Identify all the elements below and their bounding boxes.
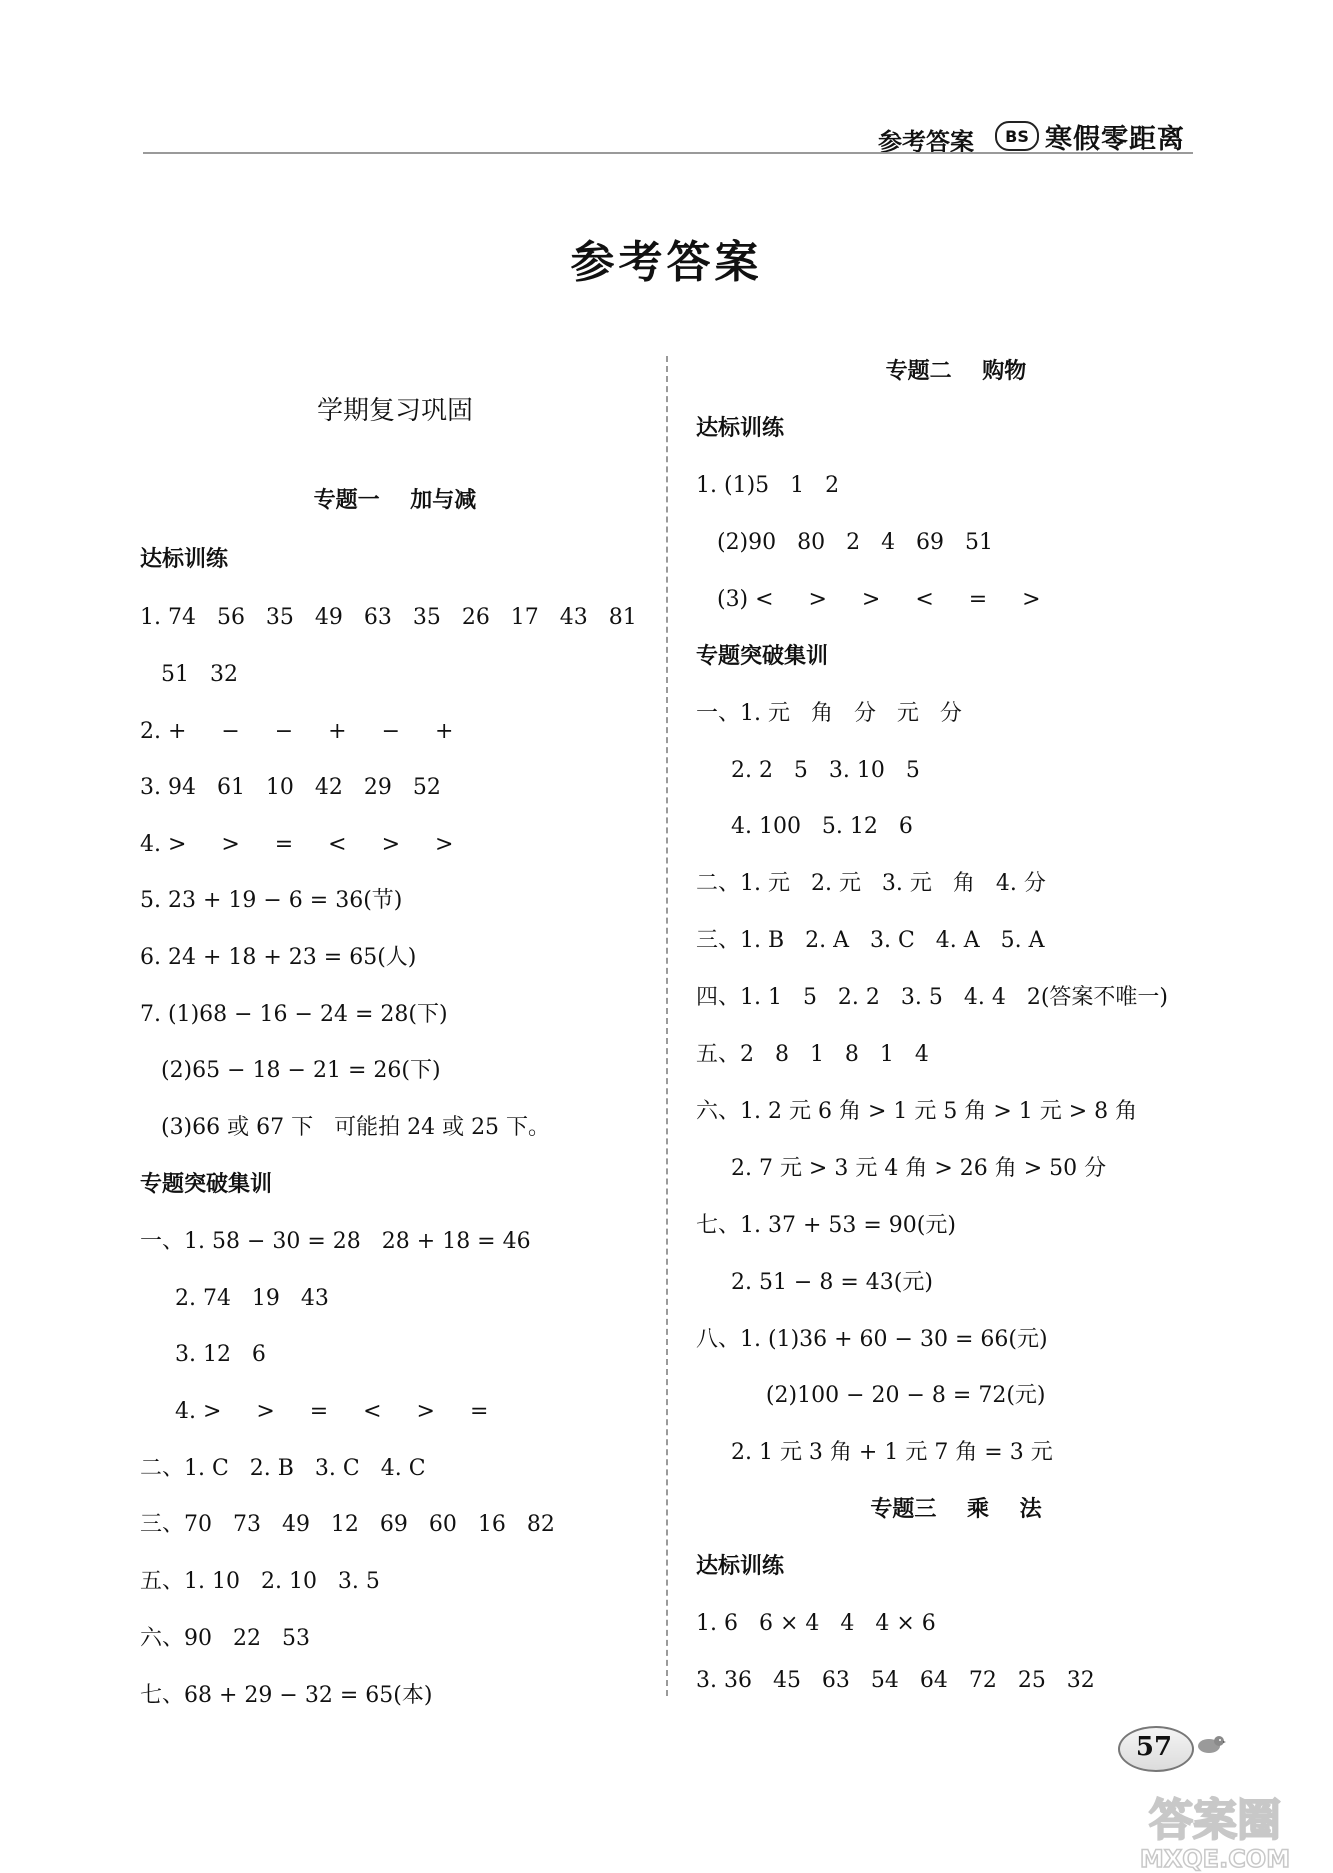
right-row: 二、1. 元 2. 元 3. 元 角 4. 分	[696, 871, 1046, 896]
left-row: 三、70 73 49 12 69 60 16 82	[140, 1512, 555, 1537]
right-row: 一、1. 元 角 分 元 分	[696, 701, 962, 726]
left-row: 2. 74 19 43	[140, 1286, 329, 1311]
page-number: 57	[1135, 1732, 1173, 1762]
right-row: 达标训练	[696, 1554, 785, 1579]
right-row: 专题三 乘 法	[870, 1497, 1042, 1522]
brand-logo	[995, 118, 1185, 154]
bs-badge: BS	[995, 121, 1039, 151]
left-row: 51 32	[140, 662, 238, 687]
header-rule	[143, 152, 1193, 154]
left-row: 4. > > = < > =	[140, 1399, 489, 1424]
watermark-logo	[1100, 1785, 1330, 1873]
left-row: 7. (1)68 − 16 − 24 = 28(下)	[140, 1002, 448, 1027]
left-row: 4. > > = < > >	[140, 832, 454, 857]
left-row: 专题突破集训	[140, 1172, 273, 1197]
bird-icon	[1192, 1732, 1226, 1756]
right-row: 4. 100 5. 12 6	[696, 814, 913, 839]
right-row: (2)100 − 20 − 8 = 72(元)	[696, 1383, 1046, 1408]
right-row: 七、1. 37 + 53 = 90(元)	[696, 1213, 956, 1238]
right-row: 五、2 8 1 8 1 4	[696, 1042, 929, 1067]
column-divider	[666, 356, 668, 1696]
right-row: 八、1. (1)36 + 60 − 30 = 66(元)	[696, 1327, 1048, 1352]
right-row: 六、1. 2 元 6 角 > 1 元 5 角 > 1 元 > 8 角	[696, 1099, 1138, 1124]
right-row: 专题二 购物	[885, 359, 1027, 384]
header-label: 参考答案	[878, 128, 974, 156]
right-row: (2)90 80 2 4 69 51	[696, 530, 994, 555]
right-row: 达标训练	[696, 416, 785, 441]
left-row: 5. 23 + 19 − 6 = 36(节)	[140, 888, 403, 913]
brand-name: 寒假零距离	[1045, 123, 1185, 155]
page-title: 参考答案	[570, 237, 763, 288]
left-row: 学期复习巩固	[316, 396, 473, 426]
right-row: (3) < > > < = >	[696, 587, 1041, 612]
left-row: 1. 74 56 35 49 63 35 26 17 43 81	[140, 605, 637, 630]
right-row: 2. 51 − 8 = 43(元)	[696, 1270, 933, 1295]
left-row: 七、68 + 29 − 32 = 65(本)	[140, 1683, 433, 1708]
right-row: 三、1. B 2. A 3. C 4. A 5. A	[696, 928, 1045, 953]
right-row: 3. 36 45 63 54 64 72 25 32	[696, 1668, 1095, 1693]
watermark-domain: MXQE.COM	[1139, 1845, 1291, 1873]
page-number-badge	[1118, 1718, 1228, 1778]
right-row: 2. 1 元 3 角 + 1 元 7 角 = 3 元	[696, 1440, 1053, 1465]
right-row: 专题突破集训	[696, 644, 829, 669]
left-row: 六、90 22 53	[140, 1626, 310, 1651]
left-row: (2)65 − 18 − 21 = 26(下)	[140, 1058, 441, 1083]
left-row: 专题一 加与减	[313, 488, 477, 513]
right-row: 四、1. 1 5 2. 2 3. 5 4. 4 2(答案不唯一)	[696, 985, 1168, 1010]
watermark-text: 答案圈	[1149, 1795, 1281, 1846]
left-row: 达标训练	[140, 547, 229, 572]
left-row: 一、1. 58 − 30 = 28 28 + 18 = 46	[140, 1229, 531, 1254]
right-row: 1. 6 6 × 4 4 4 × 6	[696, 1611, 936, 1636]
right-row: 1. (1)5 1 2	[696, 473, 840, 498]
left-row: 3. 94 61 10 42 29 52	[140, 775, 441, 800]
left-row: 五、1. 10 2. 10 3. 5	[140, 1569, 380, 1594]
left-row: 6. 24 + 18 + 23 = 65(人)	[140, 945, 417, 970]
left-row: 2. + − − + − +	[140, 719, 454, 744]
right-row: 2. 7 元 > 3 元 4 角 > 26 角 > 50 分	[696, 1156, 1107, 1181]
left-row: 3. 12 6	[140, 1342, 266, 1367]
left-row: (3)66 或 67 下 可能拍 24 或 25 下。	[140, 1115, 551, 1140]
left-row: 二、1. C 2. B 3. C 4. C	[140, 1456, 426, 1481]
right-row: 2. 2 5 3. 10 5	[696, 758, 920, 783]
